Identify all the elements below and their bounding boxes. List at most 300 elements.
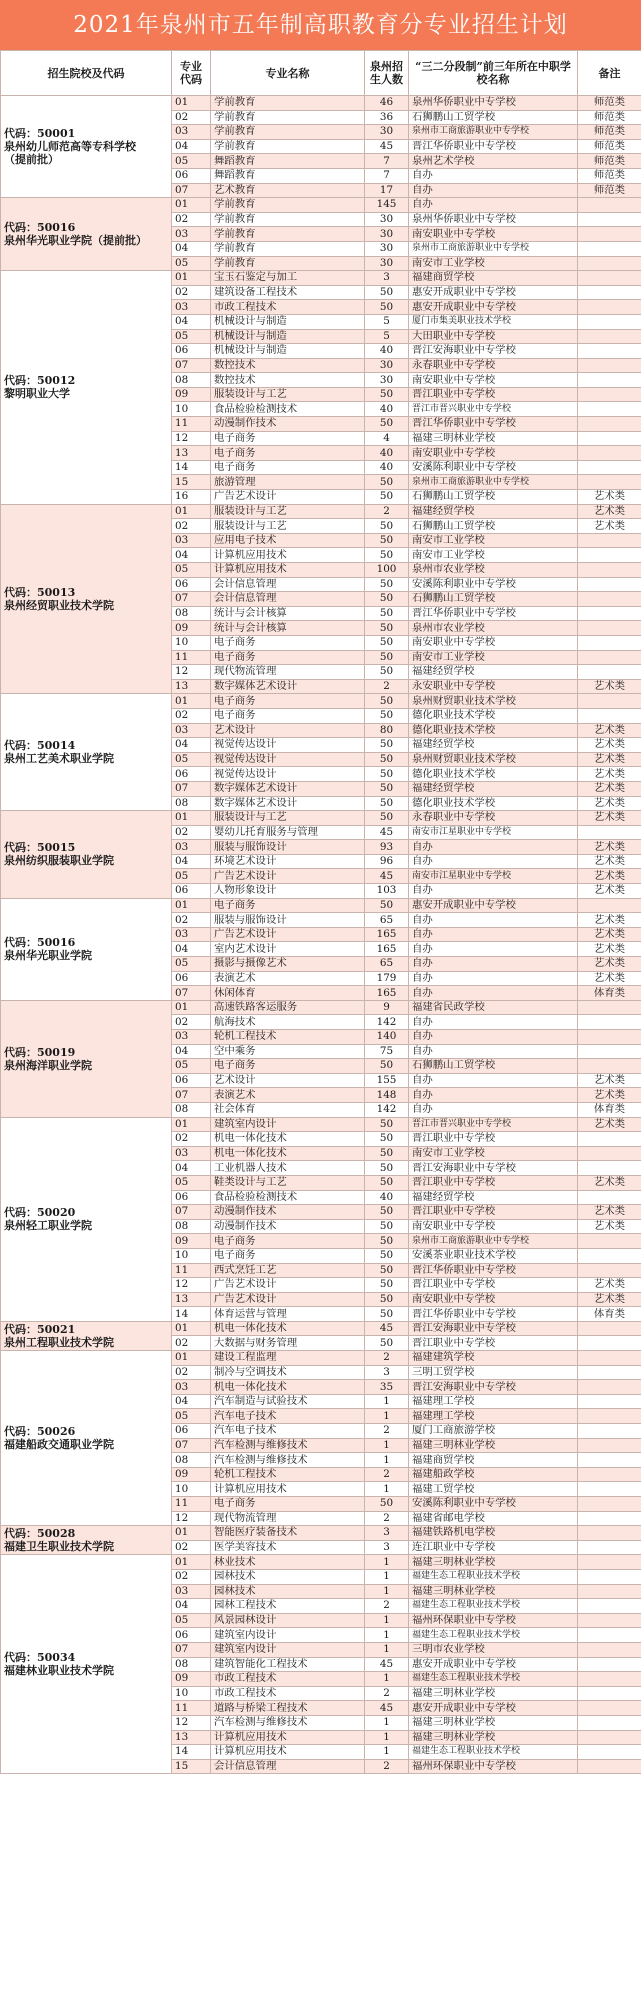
major-code-cell: 01 bbox=[172, 271, 211, 286]
quota-cell: 45 bbox=[365, 139, 409, 154]
major-code-cell: 03 bbox=[172, 125, 211, 140]
secondary-school-cell: 德化职业技术学校 bbox=[409, 723, 578, 738]
major-code-cell: 11 bbox=[172, 417, 211, 432]
secondary-school-cell: 泉州市工商旅游职业中专学校 bbox=[409, 241, 578, 256]
remark-cell: 艺术类 bbox=[578, 767, 641, 782]
remark-cell bbox=[578, 1015, 641, 1030]
quota-cell: 179 bbox=[365, 971, 409, 986]
major-code-cell: 03 bbox=[172, 300, 211, 315]
major-name-cell: 广告艺术设计 bbox=[211, 927, 365, 942]
quota-cell: 165 bbox=[365, 986, 409, 1001]
remark-cell: 艺术类 bbox=[578, 840, 641, 855]
remark-cell bbox=[578, 898, 641, 913]
major-name-cell: 电子商务 bbox=[211, 446, 365, 461]
remark-cell bbox=[578, 1438, 641, 1453]
major-name-cell: 航海技术 bbox=[211, 1015, 365, 1030]
secondary-school-cell: 南安市工业学校 bbox=[409, 1146, 578, 1161]
major-code-cell: 10 bbox=[172, 635, 211, 650]
secondary-school-cell: 福建生态工程职业技术学校 bbox=[409, 1745, 578, 1760]
major-code-cell: 03 bbox=[172, 1584, 211, 1599]
secondary-school-cell: 南安职业中专学校 bbox=[409, 227, 578, 242]
table-row bbox=[1, 694, 641, 709]
quota-cell: 45 bbox=[365, 825, 409, 840]
major-code-cell: 12 bbox=[172, 1715, 211, 1730]
quota-cell: 3 bbox=[365, 271, 409, 286]
quota-cell: 50 bbox=[365, 387, 409, 402]
remark-cell bbox=[578, 227, 641, 242]
major-code-cell: 05 bbox=[172, 154, 211, 169]
table-row bbox=[1, 1321, 641, 1336]
major-name-cell: 体育运营与管理 bbox=[211, 1307, 365, 1322]
quota-cell: 30 bbox=[365, 241, 409, 256]
major-code-cell: 01 bbox=[172, 96, 211, 111]
remark-cell bbox=[578, 1526, 641, 1541]
major-name-cell: 动漫制作技术 bbox=[211, 1205, 365, 1220]
major-name-cell: 学前教育 bbox=[211, 227, 365, 242]
major-name-cell: 学前教育 bbox=[211, 256, 365, 271]
remark-cell bbox=[578, 271, 641, 286]
quota-cell: 40 bbox=[365, 460, 409, 475]
secondary-school-cell: 南安职业中专学校 bbox=[409, 373, 578, 388]
secondary-school-cell: 厦门市集美职业技术学校 bbox=[409, 314, 578, 329]
remark-cell: 艺术类 bbox=[578, 1219, 641, 1234]
remark-cell bbox=[578, 1190, 641, 1205]
remark-cell bbox=[578, 1453, 641, 1468]
remark-cell bbox=[578, 1044, 641, 1059]
quota-cell: 50 bbox=[365, 665, 409, 680]
remark-cell bbox=[578, 577, 641, 592]
school-cell: 代码：50012 黎明职业大学 bbox=[1, 271, 172, 505]
remark-cell bbox=[578, 1599, 641, 1614]
major-name-cell: 道路与桥梁工程技术 bbox=[211, 1701, 365, 1716]
secondary-school-cell: 石狮鹏山工贸学校 bbox=[409, 519, 578, 534]
major-code-cell: 10 bbox=[172, 1248, 211, 1263]
quota-cell: 30 bbox=[365, 227, 409, 242]
secondary-school-cell: 南安市江星职业中专学校 bbox=[409, 825, 578, 840]
school-cell: 代码：50013 泉州经贸职业技术学院 bbox=[1, 504, 172, 694]
secondary-school-cell: 自办 bbox=[409, 854, 578, 869]
major-code-cell: 02 bbox=[172, 1132, 211, 1147]
quota-cell: 50 bbox=[365, 752, 409, 767]
remark-cell bbox=[578, 694, 641, 709]
major-name-cell: 统计与会计核算 bbox=[211, 606, 365, 621]
major-name-cell: 艺术设计 bbox=[211, 723, 365, 738]
major-name-cell: 机电一体化技术 bbox=[211, 1380, 365, 1395]
remark-cell bbox=[578, 1730, 641, 1745]
quota-cell: 30 bbox=[365, 256, 409, 271]
remark-cell: 体育类 bbox=[578, 1102, 641, 1117]
remark-cell: 艺术类 bbox=[578, 957, 641, 972]
major-code-cell: 01 bbox=[172, 504, 211, 519]
secondary-school-cell: 石狮鹏山工贸学校 bbox=[409, 110, 578, 125]
major-name-cell: 视觉传达设计 bbox=[211, 752, 365, 767]
school-cell: 代码：50014 泉州工艺美术职业学院 bbox=[1, 694, 172, 811]
quota-cell: 50 bbox=[365, 533, 409, 548]
major-code-cell: 02 bbox=[172, 913, 211, 928]
remark-cell: 艺术类 bbox=[578, 1073, 641, 1088]
table-row bbox=[1, 271, 641, 286]
quota-cell: 50 bbox=[365, 1059, 409, 1074]
secondary-school-cell: 三明市农业学校 bbox=[409, 1642, 578, 1657]
major-code-cell: 07 bbox=[172, 183, 211, 198]
major-name-cell: 广告艺术设计 bbox=[211, 1278, 365, 1293]
school-cell: 代码：50019 泉州海洋职业学院 bbox=[1, 1000, 172, 1117]
quota-cell: 3 bbox=[365, 1365, 409, 1380]
major-name-cell: 大数据与财务管理 bbox=[211, 1336, 365, 1351]
secondary-school-cell: 福建商贸学校 bbox=[409, 1453, 578, 1468]
remark-cell: 艺术类 bbox=[578, 811, 641, 826]
major-name-cell: 建筑室内设计 bbox=[211, 1117, 365, 1132]
secondary-school-cell: 晋江华侨职业中专学校 bbox=[409, 606, 578, 621]
remark-cell bbox=[578, 431, 641, 446]
major-code-cell: 02 bbox=[172, 212, 211, 227]
major-name-cell: 学前教育 bbox=[211, 198, 365, 213]
major-code-cell: 02 bbox=[172, 1569, 211, 1584]
secondary-school-cell: 晋江职业中专学校 bbox=[409, 387, 578, 402]
quota-cell: 2 bbox=[365, 1599, 409, 1614]
school-cell: 代码：50001 泉州幼儿师范高等专科学校 （提前批） bbox=[1, 96, 172, 198]
major-name-cell: 表演艺术 bbox=[211, 1088, 365, 1103]
quota-cell: 50 bbox=[365, 300, 409, 315]
major-code-cell: 03 bbox=[172, 227, 211, 242]
remark-cell: 师范类 bbox=[578, 96, 641, 111]
school-cell: 代码：50021 泉州工程职业技术学院 bbox=[1, 1321, 172, 1350]
quota-cell: 45 bbox=[365, 1701, 409, 1716]
remark-cell bbox=[578, 1511, 641, 1526]
secondary-school-cell: 自办 bbox=[409, 1088, 578, 1103]
header-major-name: 专业名称 bbox=[211, 51, 365, 96]
major-name-cell: 室内艺术设计 bbox=[211, 942, 365, 957]
remark-cell bbox=[578, 563, 641, 578]
major-code-cell: 06 bbox=[172, 1628, 211, 1643]
remark-cell bbox=[578, 1642, 641, 1657]
major-name-cell: 计算机应用技术 bbox=[211, 1482, 365, 1497]
remark-cell bbox=[578, 1146, 641, 1161]
major-name-cell: 广告艺术设计 bbox=[211, 869, 365, 884]
table-row bbox=[1, 811, 641, 826]
quota-cell: 50 bbox=[365, 1234, 409, 1249]
remark-cell bbox=[578, 300, 641, 315]
secondary-school-cell: 福建三明林业学校 bbox=[409, 1686, 578, 1701]
quota-cell: 50 bbox=[365, 1132, 409, 1147]
remark-cell: 艺术类 bbox=[578, 1117, 641, 1132]
major-name-cell: 市政工程技术 bbox=[211, 300, 365, 315]
quota-cell: 2 bbox=[365, 1351, 409, 1366]
major-code-cell: 01 bbox=[172, 694, 211, 709]
remark-cell bbox=[578, 417, 641, 432]
quota-cell: 30 bbox=[365, 358, 409, 373]
major-name-cell: 学前教育 bbox=[211, 139, 365, 154]
quota-cell: 1 bbox=[365, 1628, 409, 1643]
major-name-cell: 机械设计与制造 bbox=[211, 344, 365, 359]
school-cell: 代码：50026 福建船政交通职业学院 bbox=[1, 1351, 172, 1526]
major-code-cell: 06 bbox=[172, 884, 211, 899]
major-code-cell: 01 bbox=[172, 1555, 211, 1570]
quota-cell: 50 bbox=[365, 635, 409, 650]
remark-cell bbox=[578, 344, 641, 359]
major-name-cell: 表演艺术 bbox=[211, 971, 365, 986]
major-code-cell: 09 bbox=[172, 1467, 211, 1482]
major-code-cell: 06 bbox=[172, 168, 211, 183]
quota-cell: 148 bbox=[365, 1088, 409, 1103]
quota-cell: 165 bbox=[365, 927, 409, 942]
major-name-cell: 食品检验检测技术 bbox=[211, 1190, 365, 1205]
quota-cell: 1 bbox=[365, 1453, 409, 1468]
secondary-school-cell: 福建经贸学校 bbox=[409, 504, 578, 519]
secondary-school-cell: 自办 bbox=[409, 971, 578, 986]
remark-cell: 艺术类 bbox=[578, 781, 641, 796]
major-name-cell: 汽车检测与维修技术 bbox=[211, 1715, 365, 1730]
table-row bbox=[1, 96, 641, 111]
major-name-cell: 计算机应用技术 bbox=[211, 548, 365, 563]
quota-cell: 100 bbox=[365, 563, 409, 578]
remark-cell bbox=[578, 1409, 641, 1424]
quota-cell: 35 bbox=[365, 1380, 409, 1395]
remark-cell bbox=[578, 241, 641, 256]
header-secondary-school: “三二分段制”前三年所在中职学校名称 bbox=[409, 51, 578, 96]
secondary-school-cell: 石狮鹏山工贸学校 bbox=[409, 490, 578, 505]
secondary-school-cell: 南安市工业学校 bbox=[409, 650, 578, 665]
major-code-cell: 14 bbox=[172, 1307, 211, 1322]
secondary-school-cell: 自办 bbox=[409, 1044, 578, 1059]
secondary-school-cell: 自办 bbox=[409, 1015, 578, 1030]
quota-cell: 1 bbox=[365, 1745, 409, 1760]
major-name-cell: 服装设计与工艺 bbox=[211, 387, 365, 402]
remark-cell: 艺术类 bbox=[578, 490, 641, 505]
quota-cell: 93 bbox=[365, 840, 409, 855]
secondary-school-cell: 福建经贸学校 bbox=[409, 665, 578, 680]
remark-cell: 艺术类 bbox=[578, 723, 641, 738]
quota-cell: 65 bbox=[365, 957, 409, 972]
major-name-cell: 空中乘务 bbox=[211, 1044, 365, 1059]
remark-cell bbox=[578, 387, 641, 402]
major-name-cell: 建设工程监理 bbox=[211, 1351, 365, 1366]
major-code-cell: 04 bbox=[172, 241, 211, 256]
school-cell: 代码：50020 泉州轻工职业学院 bbox=[1, 1117, 172, 1321]
secondary-school-cell: 惠安开成职业中专学校 bbox=[409, 285, 578, 300]
major-code-cell: 04 bbox=[172, 942, 211, 957]
major-code-cell: 05 bbox=[172, 1175, 211, 1190]
remark-cell: 艺术类 bbox=[578, 738, 641, 753]
major-name-cell: 服装设计与工艺 bbox=[211, 519, 365, 534]
secondary-school-cell: 自办 bbox=[409, 198, 578, 213]
major-code-cell: 02 bbox=[172, 708, 211, 723]
major-code-cell: 07 bbox=[172, 1438, 211, 1453]
secondary-school-cell: 自办 bbox=[409, 942, 578, 957]
remark-cell: 师范类 bbox=[578, 139, 641, 154]
major-name-cell: 园林技术 bbox=[211, 1569, 365, 1584]
major-code-cell: 06 bbox=[172, 1190, 211, 1205]
remark-cell bbox=[578, 635, 641, 650]
quota-cell: 50 bbox=[365, 738, 409, 753]
secondary-school-cell: 晋江安海职业中专学校 bbox=[409, 1380, 578, 1395]
major-code-cell: 05 bbox=[172, 1409, 211, 1424]
quota-cell: 50 bbox=[365, 694, 409, 709]
quota-cell: 80 bbox=[365, 723, 409, 738]
major-code-cell: 12 bbox=[172, 1511, 211, 1526]
major-name-cell: 学前教育 bbox=[211, 96, 365, 111]
major-name-cell: 社会体育 bbox=[211, 1102, 365, 1117]
secondary-school-cell: 晋江市晋兴职业中专学校 bbox=[409, 1117, 578, 1132]
remark-cell bbox=[578, 1584, 641, 1599]
remark-cell bbox=[578, 650, 641, 665]
secondary-school-cell: 惠安开成职业中专学校 bbox=[409, 1657, 578, 1672]
quota-cell: 50 bbox=[365, 1278, 409, 1293]
quota-cell: 9 bbox=[365, 1000, 409, 1015]
secondary-school-cell: 福建工贸学校 bbox=[409, 1482, 578, 1497]
major-name-cell: 建筑智能化工程技术 bbox=[211, 1657, 365, 1672]
major-name-cell: 高速铁路客运服务 bbox=[211, 1000, 365, 1015]
major-code-cell: 05 bbox=[172, 869, 211, 884]
quota-cell: 50 bbox=[365, 1248, 409, 1263]
major-code-cell: 04 bbox=[172, 1394, 211, 1409]
major-code-cell: 09 bbox=[172, 621, 211, 636]
remark-cell bbox=[578, 1263, 641, 1278]
page-title: 2021年泉州市五年制高职教育分专业招生计划 bbox=[0, 0, 641, 50]
quota-cell: 1 bbox=[365, 1569, 409, 1584]
major-code-cell: 05 bbox=[172, 1613, 211, 1628]
secondary-school-cell: 泉州财贸职业技术学校 bbox=[409, 752, 578, 767]
major-code-cell: 07 bbox=[172, 1205, 211, 1220]
remark-cell bbox=[578, 548, 641, 563]
major-code-cell: 05 bbox=[172, 752, 211, 767]
major-code-cell: 11 bbox=[172, 1497, 211, 1512]
major-code-cell: 08 bbox=[172, 1219, 211, 1234]
quota-cell: 45 bbox=[365, 1321, 409, 1336]
major-name-cell: 汽车检测与维修技术 bbox=[211, 1438, 365, 1453]
quota-cell: 50 bbox=[365, 285, 409, 300]
major-code-cell: 09 bbox=[172, 1234, 211, 1249]
major-code-cell: 04 bbox=[172, 738, 211, 753]
secondary-school-cell: 南安市工业学校 bbox=[409, 548, 578, 563]
major-name-cell: 建筑设备工程技术 bbox=[211, 285, 365, 300]
major-name-cell: 舞蹈教育 bbox=[211, 154, 365, 169]
quota-cell: 50 bbox=[365, 1205, 409, 1220]
major-code-cell: 09 bbox=[172, 1672, 211, 1687]
remark-cell: 艺术类 bbox=[578, 1205, 641, 1220]
remark-cell: 艺术类 bbox=[578, 884, 641, 899]
major-name-cell: 计算机应用技术 bbox=[211, 1745, 365, 1760]
major-name-cell: 现代物流管理 bbox=[211, 1511, 365, 1526]
secondary-school-cell: 大田职业中专学校 bbox=[409, 329, 578, 344]
remark-cell: 艺术类 bbox=[578, 504, 641, 519]
major-name-cell: 汽车电子技术 bbox=[211, 1424, 365, 1439]
major-code-cell: 06 bbox=[172, 767, 211, 782]
quota-cell: 2 bbox=[365, 1424, 409, 1439]
remark-cell bbox=[578, 460, 641, 475]
remark-cell bbox=[578, 314, 641, 329]
remark-cell bbox=[578, 825, 641, 840]
secondary-school-cell: 晋江华侨职业中专学校 bbox=[409, 417, 578, 432]
major-name-cell: 市政工程技术 bbox=[211, 1686, 365, 1701]
secondary-school-cell: 德化职业技术学校 bbox=[409, 796, 578, 811]
secondary-school-cell: 德化职业技术学校 bbox=[409, 708, 578, 723]
secondary-school-cell: 自办 bbox=[409, 986, 578, 1001]
major-code-cell: 03 bbox=[172, 1146, 211, 1161]
quota-cell: 40 bbox=[365, 1190, 409, 1205]
secondary-school-cell: 福建经贸学校 bbox=[409, 738, 578, 753]
major-code-cell: 16 bbox=[172, 490, 211, 505]
quota-cell: 50 bbox=[365, 1336, 409, 1351]
major-name-cell: 电子商务 bbox=[211, 650, 365, 665]
table-row bbox=[1, 1117, 641, 1132]
major-name-cell: 西式烹饪工艺 bbox=[211, 1263, 365, 1278]
secondary-school-cell: 福建理工学校 bbox=[409, 1409, 578, 1424]
major-code-cell: 02 bbox=[172, 1540, 211, 1555]
major-code-cell: 04 bbox=[172, 548, 211, 563]
quota-cell: 3 bbox=[365, 1526, 409, 1541]
quota-cell: 50 bbox=[365, 1146, 409, 1161]
major-name-cell: 建筑室内设计 bbox=[211, 1628, 365, 1643]
quota-cell: 65 bbox=[365, 913, 409, 928]
remark-cell bbox=[578, 1248, 641, 1263]
remark-cell: 艺术类 bbox=[578, 942, 641, 957]
remark-cell: 艺术类 bbox=[578, 1278, 641, 1293]
major-code-cell: 01 bbox=[172, 1321, 211, 1336]
secondary-school-cell: 泉州市工商旅游职业中专学校 bbox=[409, 475, 578, 490]
major-code-cell: 03 bbox=[172, 1380, 211, 1395]
secondary-school-cell: 自办 bbox=[409, 183, 578, 198]
major-code-cell: 01 bbox=[172, 198, 211, 213]
secondary-school-cell: 厦门工商旅游学校 bbox=[409, 1424, 578, 1439]
major-code-cell: 13 bbox=[172, 679, 211, 694]
quota-cell: 1 bbox=[365, 1613, 409, 1628]
remark-cell bbox=[578, 1745, 641, 1760]
major-name-cell: 电子商务 bbox=[211, 1497, 365, 1512]
major-name-cell: 动漫制作技术 bbox=[211, 417, 365, 432]
major-name-cell: 广告艺术设计 bbox=[211, 1292, 365, 1307]
header-remark: 备注 bbox=[578, 51, 641, 96]
quota-cell: 45 bbox=[365, 1657, 409, 1672]
remark-cell bbox=[578, 446, 641, 461]
major-name-cell: 建筑室内设计 bbox=[211, 1642, 365, 1657]
major-name-cell: 电子商务 bbox=[211, 1248, 365, 1263]
major-name-cell: 电子商务 bbox=[211, 694, 365, 709]
secondary-school-cell: 惠安开成职业中专学校 bbox=[409, 300, 578, 315]
quota-cell: 36 bbox=[365, 110, 409, 125]
major-name-cell: 动漫制作技术 bbox=[211, 1219, 365, 1234]
secondary-school-cell: 自办 bbox=[409, 927, 578, 942]
major-code-cell: 07 bbox=[172, 781, 211, 796]
remark-cell: 艺术类 bbox=[578, 927, 641, 942]
secondary-school-cell: 福建三明林业学校 bbox=[409, 431, 578, 446]
major-code-cell: 12 bbox=[172, 1278, 211, 1293]
major-code-cell: 02 bbox=[172, 1015, 211, 1030]
table-row bbox=[1, 198, 641, 213]
quota-cell: 45 bbox=[365, 869, 409, 884]
secondary-school-cell: 自办 bbox=[409, 840, 578, 855]
remark-cell bbox=[578, 533, 641, 548]
remark-cell: 艺术类 bbox=[578, 1292, 641, 1307]
secondary-school-cell: 自办 bbox=[409, 884, 578, 899]
major-code-cell: 10 bbox=[172, 1686, 211, 1701]
major-name-cell: 现代物流管理 bbox=[211, 665, 365, 680]
header-quota: 泉州招生人数 bbox=[365, 51, 409, 96]
secondary-school-cell: 自办 bbox=[409, 957, 578, 972]
major-name-cell: 机电一体化技术 bbox=[211, 1321, 365, 1336]
quota-cell: 75 bbox=[365, 1044, 409, 1059]
secondary-school-cell: 福建三明林业学校 bbox=[409, 1555, 578, 1570]
major-code-cell: 03 bbox=[172, 1030, 211, 1045]
header-major-code: 专业代码 bbox=[172, 51, 211, 96]
quota-cell: 1 bbox=[365, 1394, 409, 1409]
major-code-cell: 08 bbox=[172, 373, 211, 388]
secondary-school-cell: 福建生态工程职业技术学校 bbox=[409, 1628, 578, 1643]
major-name-cell: 数控技术 bbox=[211, 373, 365, 388]
secondary-school-cell: 泉州市农业学校 bbox=[409, 563, 578, 578]
major-name-cell: 汽车制造与试验技术 bbox=[211, 1394, 365, 1409]
table-row bbox=[1, 504, 641, 519]
